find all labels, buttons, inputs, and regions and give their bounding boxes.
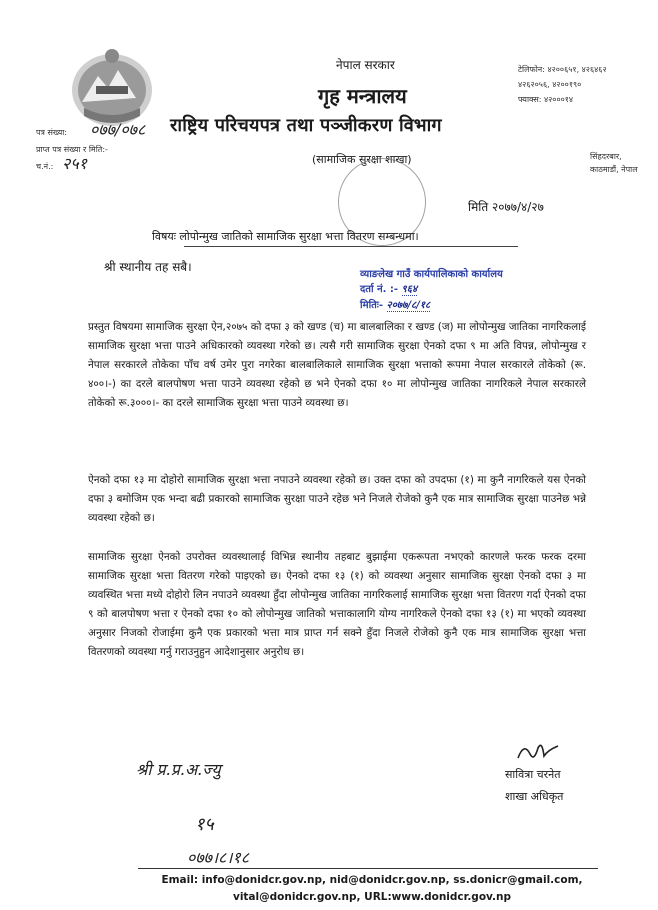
registration-stamp — [360, 266, 524, 316]
handwritten-note-1: श्री प्र.प्र.अ.ज्यु — [136, 760, 221, 779]
handwritten-note-3: ०७७।८।१८ — [187, 848, 250, 867]
signatory-name: सावित्रा चरनेत — [505, 768, 561, 781]
signatory-title: शाखा अधिकृत — [505, 790, 564, 803]
letter-no-label: पत्र संख्या: — [36, 128, 67, 137]
stamp-date-value: २०७७/८/१८ — [386, 300, 431, 311]
address-line-1: सिंहदरबार, — [590, 152, 622, 161]
telephone-line: टेलिफोन: ४२००६५१, ४२६४६२ — [518, 65, 607, 74]
body-paragraph-2: ऐनको दफा १३ मा दोहोरो सामाजिक सुरक्षा भत्ता नपाउने व्यवस्था रहेको छ। उक्त दफा को उपदफा (१) मा कुनै नागरिकले यस ऐनको दफा ३ बमोजिम एक भन्दा बढी प्रकारको सामाजिक सुरक्षा पाउने रहेछ भने निजले रोजेको कुनै एक मात्र सामाजिक सुरक्षा पाउनेछ भन्ने व्यवस्था रहेको छ। — [88, 474, 586, 524]
dispatch-label: च.नं.: — [36, 162, 54, 171]
letter-date: मिति २०७७/४/२७ — [468, 200, 544, 214]
original-letter-label: प्राप्त पत्र संख्या र मिति:- — [36, 145, 108, 154]
handwritten-note-2: १५ — [195, 814, 214, 835]
address-line-2: काठमाडौं, नेपाल — [590, 165, 638, 174]
department-title: राष्ट्रिय परिचयपत्र तथा पञ्जीकरण विभाग — [170, 115, 442, 136]
office-address — [590, 150, 638, 176]
footer-contact — [142, 872, 602, 906]
signature-icon — [514, 740, 562, 764]
telephone-line-cont: ४२६२०५६, ४२००१९० — [518, 80, 582, 89]
body-paragraph-3: सामाजिक सुरक्षा ऐनको उपरोक्त व्यवस्थालाई विभिन्न स्थानीय तहबाट बुझाईमा एकरूपता नभएको कारणले फरक फरक दरमा सामाजिक सुरक्षा भत्ता वितरण गरेको पाइएको छ। ऐनको दफा १३ (१) को व्यवस्था अनुसार सामाजिक सुरक्षा ऐनको दफा ३ मा व्यवस्थित भत्ता मध्ये दोहोरो लिन नपाउने व्यवस्था हुँदा लोपोन्मुख जातिका नागरिकलाई सामाजिक सुरक्षा भत्ता वितरण गर्दा ऐनको दफा ९ को बालपोषण भत्ता र ऐनको दफा १० को लोपोन्मुख जातिको भत्ताकालागि योग्य नागरिकले ऐनको दफा १३ (१) मा भएको व्यवस्था अनुसार निजको रोजाईमा कुनै एक प्रकारको भत्ता मात्र प्राप्त गर्न सक्ने हुँदा निजले रोजेको कुनै एक मात्र सामाजिक सुरक्षा भत्ता वितरणको व्यवस्था गर्नु गराउनुहुन आदेशानुसार अनुरोध छ। — [88, 551, 586, 658]
section-label: (सामाजिक सुरक्षा शाखा) — [312, 153, 412, 166]
contact-block — [518, 62, 607, 107]
ministry-title: गृह मन्त्रालय — [318, 84, 407, 108]
government-label: नेपाल सरकार — [336, 58, 395, 72]
registration-office: व्याङलेख गाउँ कार्यपालिकाको कार्यालय — [360, 269, 503, 280]
footer-divider — [138, 868, 598, 869]
darta-label: दर्ता नं. :- — [360, 284, 399, 295]
footer-line-2: vital@donidcr.gov.np, URL:www.donidcr.gov.np — [232, 891, 512, 903]
footer-line-1: Email: info@donidcr.gov.np, nid@donidcr.gov.np, ss.donicr@gmail.com, — [161, 874, 583, 886]
fax-line: फ्याक्स: ४२०००१४ — [518, 95, 574, 104]
stamp-date-label: मितिः- — [360, 300, 384, 311]
subject-underline — [184, 246, 518, 247]
letter-no-value: ०७७/०७८ — [90, 120, 146, 139]
dispatch-no-value: २५१ — [62, 154, 87, 173]
body-paragraph-1: प्रस्तुत विषयमा सामाजिक सुरक्षा ऐन,२०७५ को दफा ३ को खण्ड (च) मा बालबालिका र खण्ड (ज) मा लोपोन्मुख जातिका नागरिकलाई सामाजिक सुरक्षा भत्ता पाउने अधिकारको व्यवस्था गरेको छ। त्यसै गरी सामाजिक सुरक्षा ऐनको दफा ९ मा अति विपन्न, लोपोन्मुख र नेपाल सरकारले तोकेका पाँच वर्ष उमेर पुरा नगरेका बालबालिकाले सामाजिक सुरक्षा भत्ताको रूपमा नेपाल सरकारले तोकेको (रू. ४००।-) का दरले बालपोषण भत्ता पाउने व्यवस्था रहेको छ भने ऐनको दफा १० मा लोपोन्मुख जातिका नागरिकले नेपाल सरकारले तोकेको रू.३०००।- का दरले सामाजिक सुरक्षा भत्ता पाउने व्यवस्था छ। — [88, 321, 586, 409]
addressee: श्री स्थानीय तह सबै। — [104, 260, 192, 274]
darta-value: ९६४ — [401, 284, 418, 295]
subject-line: विषयः लोपोन्मुख जातिको सामाजिक सुरक्षा भत्ता वितरण सम्बन्धमा। — [152, 230, 419, 243]
